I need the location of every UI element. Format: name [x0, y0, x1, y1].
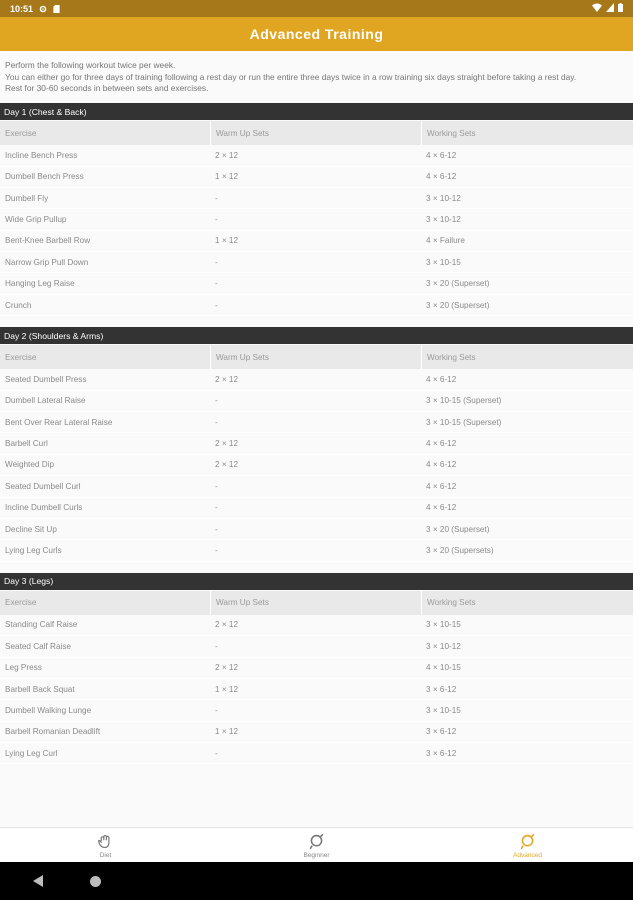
table-row: [0, 231, 633, 252]
warmup-cell: 2 × 12: [215, 150, 238, 160]
exercise-cell: Lying Leg Curls: [5, 546, 62, 556]
working-sets-cell: 4 × 6-12: [426, 481, 457, 491]
exercise-cell: Bent Over Rear Lateral Raise: [5, 417, 113, 427]
workout-table: [0, 591, 633, 765]
working-sets-cell: 3 × 20 (Supersets): [426, 546, 494, 556]
status-bar: [0, 0, 633, 17]
exercise-cell: Narrow Grip Pull Down: [5, 257, 89, 267]
page-title: Advanced Training: [249, 26, 384, 42]
workout-table: [0, 345, 633, 562]
working-sets-cell: 3 × 20 (Superset): [426, 524, 490, 534]
table-row: [0, 743, 633, 764]
section-spacer: [0, 562, 633, 573]
settings-icon: [39, 5, 47, 13]
day-section: [0, 327, 633, 573]
wifi-icon: [592, 3, 602, 12]
nav-label: Diet: [99, 851, 112, 859]
day-header: Day 2 (Shoulders & Arms): [0, 327, 633, 344]
warmup-cell: -: [215, 279, 218, 289]
warmup-cell: -: [215, 748, 218, 758]
warmup-cell: -: [215, 641, 218, 651]
exercise-cell: Seated Dumbell Curl: [5, 481, 81, 491]
exercise-cell: Incline Dumbell Curls: [5, 503, 83, 513]
table-row: [0, 700, 633, 721]
working-sets-cell: 4 × 6-12: [426, 460, 457, 470]
warmup-cell: -: [215, 257, 218, 267]
column-header-warmup: Warm Up Sets: [210, 121, 421, 145]
table-row: [0, 433, 633, 454]
table-header-row: [0, 591, 633, 615]
working-sets-cell: 3 × 10-15 (Superset): [426, 396, 502, 406]
intro-line: Rest for 30-60 seconds in between sets and exercises.: [5, 83, 209, 94]
warmup-cell: 2 × 12: [215, 374, 238, 384]
battery-icon: [618, 3, 623, 12]
intro-line: You can either go for three days of training following a rest day or run the entire three days twice in a row training six days straight before taking a rest day.: [5, 71, 577, 82]
table-row: [0, 519, 633, 540]
exercise-cell: Wide Grip Pullup: [5, 214, 67, 224]
warmup-cell: -: [215, 396, 218, 406]
warmup-cell: -: [215, 524, 218, 534]
workout-days: [0, 103, 633, 775]
table-row: [0, 412, 633, 433]
working-sets-cell: 3 × 6-12: [426, 748, 457, 758]
warmup-cell: 1 × 12: [215, 727, 238, 737]
advanced-icon: [519, 833, 536, 850]
working-sets-cell: 3 × 10-12: [426, 193, 461, 203]
working-sets-cell: 4 × 6-12: [426, 150, 457, 160]
exercise-cell: Weighted Dip: [5, 460, 55, 470]
exercise-cell: Barbell Romanian Deadlift: [5, 727, 101, 737]
table-row: [0, 167, 633, 188]
table-row: [0, 476, 633, 497]
table-row: [0, 391, 633, 412]
working-sets-cell: 3 × 6-12: [426, 727, 457, 737]
app-bar: [0, 17, 633, 51]
nav-label: Beginner: [303, 851, 330, 859]
table-row: [0, 295, 633, 316]
intro-text: [0, 51, 633, 103]
column-header-warmup: Warm Up Sets: [210, 591, 421, 615]
table-header-row: [0, 121, 633, 145]
exercise-cell: Dumbell Bench Press: [5, 172, 84, 182]
warmup-cell: -: [215, 546, 218, 556]
table-row: [0, 636, 633, 657]
table-row: [0, 540, 633, 561]
table-row: [0, 273, 633, 294]
warmup-cell: 2 × 12: [215, 663, 238, 673]
column-header-working: Working Sets: [421, 121, 633, 145]
warmup-cell: -: [215, 300, 218, 310]
warmup-cell: 2 × 12: [215, 460, 238, 470]
working-sets-cell: 3 × 10-15 (Superset): [426, 417, 502, 427]
beginner-icon: [308, 833, 325, 850]
day-section: [0, 573, 633, 776]
column-header-working: Working Sets: [421, 345, 633, 369]
workout-content[interactable]: [0, 51, 633, 827]
warmup-cell: 1 × 12: [215, 172, 238, 182]
working-sets-cell: 3 × 10-15: [426, 706, 461, 715]
warmup-cell: 1 × 12: [215, 236, 238, 246]
exercise-cell: Bent-Knee Barbell Row: [5, 236, 91, 246]
warmup-cell: -: [215, 503, 218, 513]
table-row: [0, 615, 633, 636]
workout-table: [0, 121, 633, 316]
sd-card-icon: [53, 5, 60, 13]
back-icon[interactable]: [33, 875, 43, 887]
warmup-cell: 2 × 12: [215, 620, 238, 630]
warmup-cell: 1 × 12: [215, 684, 238, 694]
column-header-exercise: Exercise: [5, 598, 37, 608]
exercise-cell: Crunch: [5, 300, 32, 310]
table-row: [0, 498, 633, 519]
working-sets-cell: 3 × 10-12: [426, 641, 461, 651]
table-row: [0, 252, 633, 273]
working-sets-cell: 4 × 6-12: [426, 172, 457, 182]
warmup-cell: 2 × 12: [215, 439, 238, 449]
exercise-cell: Dumbell Fly: [5, 193, 49, 203]
status-time: 10:51: [10, 3, 34, 14]
section-spacer: [0, 764, 633, 775]
column-header-exercise: Exercise: [5, 352, 37, 362]
warmup-cell: -: [215, 417, 218, 427]
table-row: [0, 722, 633, 743]
working-sets-cell: 4 × 10-15: [426, 663, 461, 673]
table-row: [0, 455, 633, 476]
day-header: Day 3 (Legs): [0, 573, 633, 590]
exercise-cell: Hanging Leg Raise: [5, 279, 75, 289]
working-sets-cell: 3 × 10-15: [426, 257, 461, 267]
exercise-cell: Seated Dumbell Press: [5, 374, 87, 384]
section-spacer: [0, 316, 633, 327]
working-sets-cell: 3 × 10-15: [426, 620, 461, 630]
nav-item-beginner[interactable]: [211, 828, 422, 863]
exercise-cell: Decline Sit Up: [5, 524, 57, 534]
working-sets-cell: 4 × 6-12: [426, 439, 457, 449]
intro-line: Perform the following workout twice per week.: [5, 60, 176, 70]
column-header-working: Working Sets: [421, 591, 633, 615]
nav-item-diet[interactable]: [0, 828, 211, 863]
warmup-cell: -: [215, 214, 218, 224]
hand-icon: [97, 833, 114, 850]
working-sets-cell: 3 × 6-12: [426, 684, 457, 694]
working-sets-cell: 4 × 6-12: [426, 374, 457, 384]
day-section: [0, 103, 633, 327]
table-row: [0, 209, 633, 230]
table-header-row: [0, 345, 633, 369]
signal-icon: [606, 3, 614, 12]
column-header-warmup: Warm Up Sets: [210, 345, 421, 369]
warmup-cell: -: [215, 481, 218, 491]
table-row: [0, 369, 633, 390]
exercise-cell: Barbell Back Squat: [5, 684, 75, 694]
exercise-cell: Seated Calf Raise: [5, 641, 71, 651]
warmup-cell: -: [215, 193, 218, 203]
working-sets-cell: 4 × 6-12: [426, 503, 457, 513]
table-row: [0, 679, 633, 700]
working-sets-cell: 3 × 20 (Superset): [426, 279, 490, 289]
exercise-cell: Standing Calf Raise: [5, 620, 78, 630]
nav-item-advanced[interactable]: [422, 828, 633, 863]
working-sets-cell: 3 × 20 (Superset): [426, 300, 490, 310]
home-icon[interactable]: [90, 876, 101, 887]
bottom-nav: [0, 827, 633, 863]
day-header: Day 1 (Chest & Back): [0, 103, 633, 120]
working-sets-cell: 4 × Failure: [426, 236, 465, 246]
working-sets-cell: 3 × 10-12: [426, 214, 461, 224]
table-row: [0, 145, 633, 166]
exercise-cell: Dumbell Lateral Raise: [5, 396, 86, 406]
warmup-cell: -: [215, 706, 218, 715]
exercise-cell: Leg Press: [5, 663, 42, 673]
nav-label: Advanced: [513, 851, 542, 859]
table-row: [0, 188, 633, 209]
exercise-cell: Barbell Curl: [5, 439, 48, 449]
column-header-exercise: Exercise: [5, 128, 37, 138]
exercise-cell: Incline Bench Press: [5, 150, 78, 160]
system-nav-bar: [0, 862, 633, 900]
table-row: [0, 658, 633, 679]
exercise-cell: Dumbell Walking Lunge: [5, 706, 92, 715]
exercise-cell: Lying Leg Curl: [5, 748, 58, 758]
